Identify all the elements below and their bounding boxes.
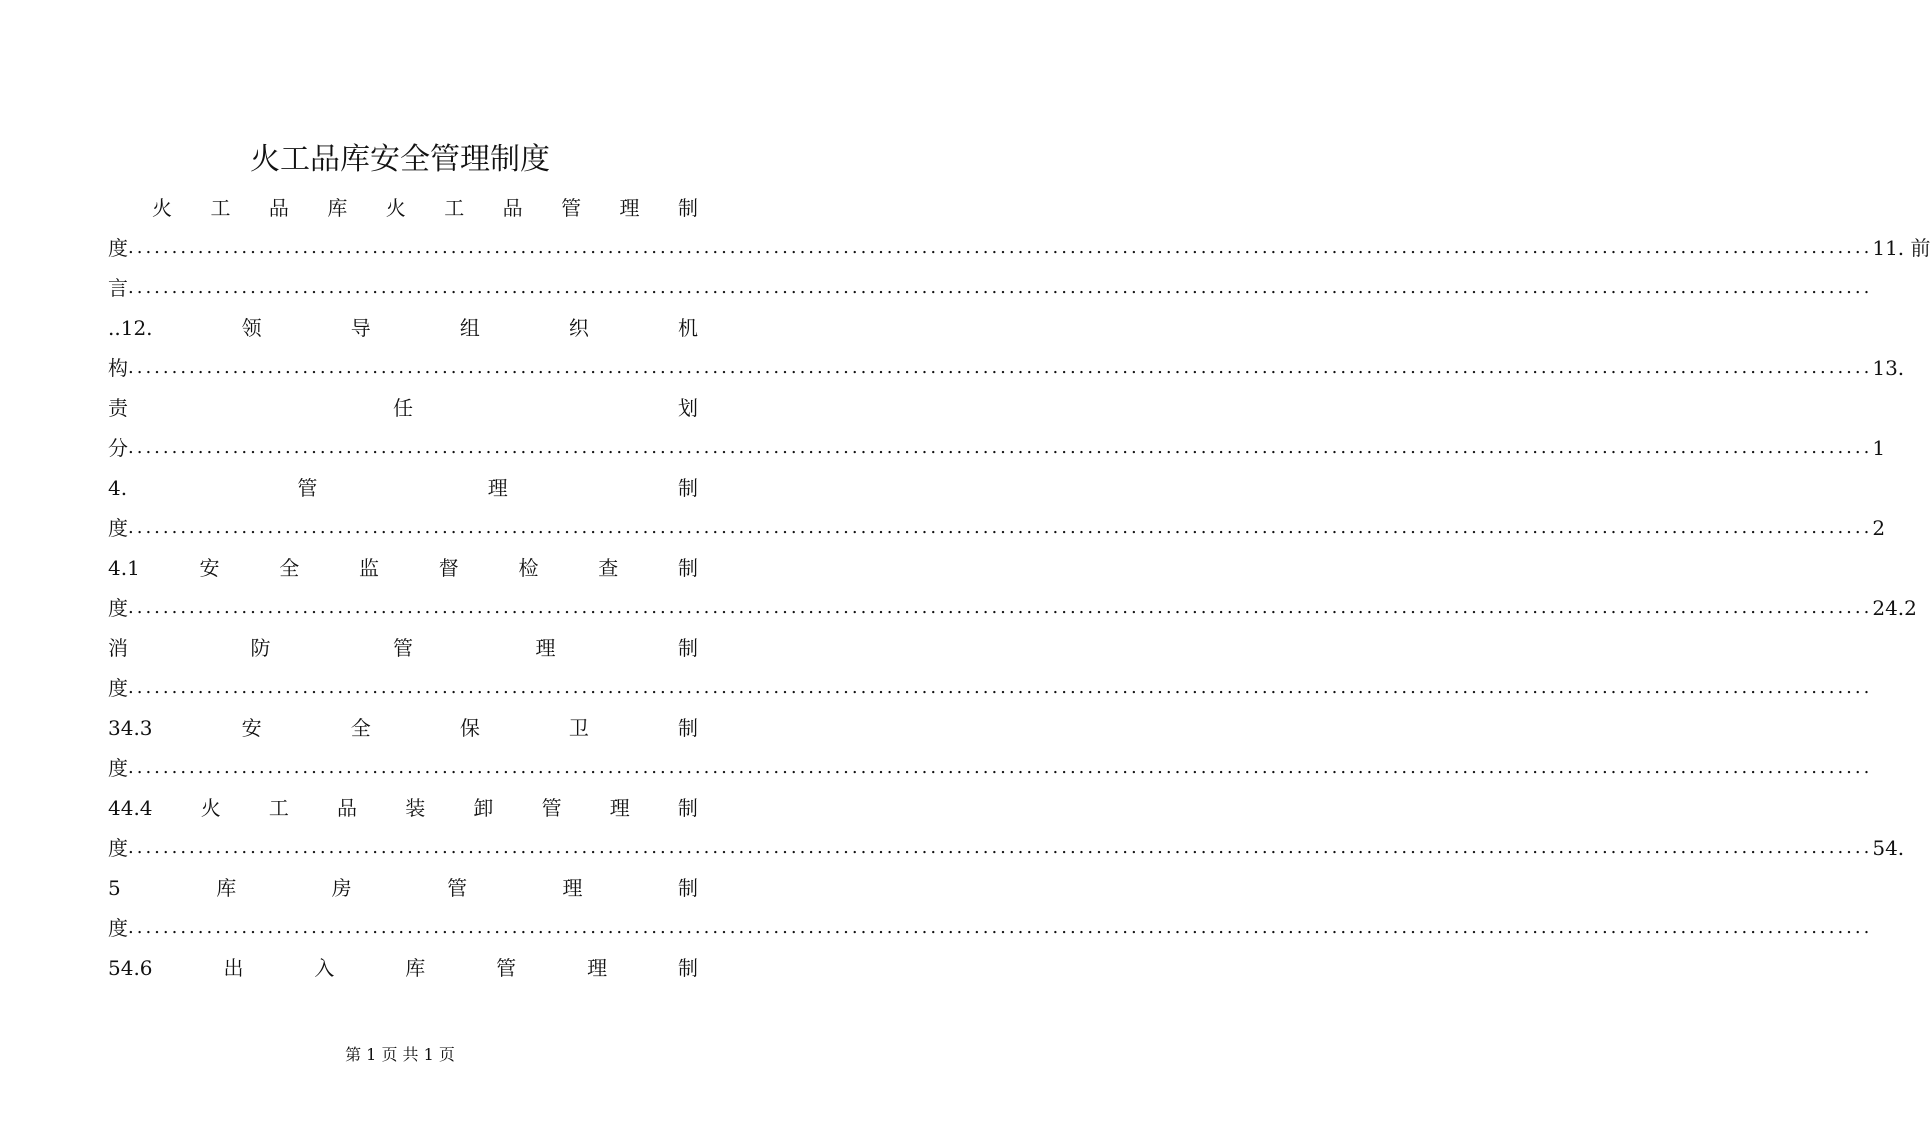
toc-line-start: 度	[108, 596, 128, 620]
toc-token: 督	[438, 556, 459, 580]
toc-token: 划	[678, 396, 698, 420]
dot-leader: ........................................................................................................................................................................................................	[128, 597, 1873, 618]
toc-token: 管	[496, 956, 517, 980]
toc-token: 管	[297, 476, 318, 500]
toc-token: 保	[459, 716, 480, 740]
toc-token: 工	[268, 796, 289, 820]
toc-token: 任	[393, 396, 413, 420]
toc-line-start: 度	[108, 916, 128, 940]
toc-token: 全	[350, 716, 371, 740]
toc-token: 检	[518, 556, 539, 580]
toc-token: 44.4	[108, 796, 153, 820]
toc-token: 5	[108, 876, 121, 900]
toc-token: 制	[677, 796, 698, 820]
toc-line	[108, 828, 1905, 868]
toc-line	[108, 868, 698, 908]
dot-leader: ........................................................................................................................................................................................................	[128, 237, 1873, 258]
toc-token: 出	[223, 956, 244, 980]
toc-line-start: 构	[108, 356, 128, 380]
toc-line-end: 1	[1872, 436, 1886, 460]
toc-token: 监	[359, 556, 380, 580]
toc-token: 品	[502, 196, 523, 220]
dot-leader: ........................................................................................................................................................................................................	[128, 277, 1873, 298]
toc-line	[108, 668, 1873, 708]
toc-token: 全	[279, 556, 300, 580]
dot-leader: ........................................................................................................................................................................................................	[128, 917, 1873, 938]
toc-line-end: 2	[1872, 516, 1886, 540]
toc-token: 理	[535, 636, 556, 660]
toc-token: 机	[678, 316, 698, 340]
toc-line-start: 言	[108, 276, 128, 300]
toc-token: 品	[268, 196, 289, 220]
toc-line	[108, 508, 1886, 548]
toc-token: 卸	[473, 796, 494, 820]
toc-token: 安	[199, 556, 220, 580]
toc-line	[108, 908, 1873, 948]
toc-line-end: 13.	[1872, 356, 1905, 380]
toc-token: 理	[562, 876, 583, 900]
toc-token: 查	[598, 556, 619, 580]
toc-token: 组	[459, 316, 480, 340]
toc-line	[108, 628, 698, 668]
toc-token: 导	[350, 316, 371, 340]
toc-token: 火	[152, 196, 172, 220]
dot-leader: ........................................................................................................................................................................................................	[128, 677, 1873, 698]
toc-line	[108, 548, 698, 588]
toc-line	[108, 588, 1917, 628]
toc-line-end: 54.	[1872, 836, 1905, 860]
page-footer: 第 1 页 共 1 页	[345, 1045, 455, 1064]
toc-token: 责	[108, 396, 128, 420]
toc-token: 品	[337, 796, 358, 820]
toc-line	[108, 348, 1905, 388]
toc-line-end: 24.2	[1872, 596, 1917, 620]
toc-token: 制	[678, 636, 698, 660]
toc-token: ..12.	[108, 316, 153, 340]
dot-leader: ........................................................................................................................................................................................................	[128, 757, 1873, 778]
toc-token: 入	[314, 956, 335, 980]
toc-token: 制	[677, 956, 698, 980]
toc-line-start: 度	[108, 836, 128, 860]
toc-line-start: 度	[108, 516, 128, 540]
toc-line-end: 11. 前	[1872, 236, 1931, 260]
toc-line	[108, 708, 698, 748]
toc-token: 工	[210, 196, 231, 220]
toc-token: 管	[447, 876, 468, 900]
toc-line-start: 度	[108, 676, 128, 700]
toc-token: 4.1	[108, 556, 140, 580]
toc-line	[108, 228, 1931, 268]
toc-token: 消	[108, 636, 128, 660]
toc-token: 库	[405, 956, 426, 980]
toc-line	[108, 388, 698, 428]
toc-token: 领	[241, 316, 262, 340]
toc-line	[108, 428, 1886, 468]
toc-token: 管	[541, 796, 562, 820]
toc-line	[108, 188, 698, 228]
toc-token: 房	[331, 876, 352, 900]
dot-leader: ........................................................................................................................................................................................................	[128, 517, 1873, 538]
toc-line-start: 度	[108, 236, 128, 260]
table-of-contents	[108, 188, 1931, 988]
toc-token: 火	[385, 196, 406, 220]
toc-token: 库	[216, 876, 237, 900]
toc-token: 织	[568, 316, 589, 340]
toc-line-start: 分	[108, 436, 128, 460]
dot-leader: ........................................................................................................................................................................................................	[128, 837, 1873, 858]
toc-token: 54.6	[108, 956, 153, 980]
toc-line	[108, 468, 698, 508]
toc-token: 库	[327, 196, 348, 220]
toc-token: 理	[609, 796, 630, 820]
toc-line	[108, 308, 698, 348]
toc-token: 装	[405, 796, 426, 820]
toc-token: 制	[678, 716, 698, 740]
toc-token: 理	[619, 196, 640, 220]
toc-line-start: 度	[108, 756, 128, 780]
toc-token: 制	[677, 556, 698, 580]
dot-leader: ........................................................................................................................................................................................................	[128, 437, 1873, 458]
toc-token: 工	[444, 196, 465, 220]
toc-token: 管	[561, 196, 582, 220]
toc-line	[108, 948, 698, 988]
toc-token: 制	[678, 876, 698, 900]
toc-token: 卫	[568, 716, 589, 740]
toc-token: 安	[241, 716, 262, 740]
toc-line	[108, 268, 1873, 308]
toc-token: 火	[200, 796, 221, 820]
toc-token: 理	[587, 956, 608, 980]
toc-line	[108, 788, 698, 828]
toc-token: 34.3	[108, 716, 153, 740]
toc-token: 制	[677, 196, 698, 220]
toc-token: 理	[487, 476, 508, 500]
toc-line	[108, 748, 1873, 788]
document-title: 火工品库安全管理制度	[250, 142, 550, 177]
toc-token: 4.	[108, 476, 128, 500]
toc-token: 防	[250, 636, 271, 660]
toc-token: 管	[393, 636, 413, 660]
toc-token: 制	[677, 476, 698, 500]
dot-leader: ........................................................................................................................................................................................................	[128, 357, 1873, 378]
